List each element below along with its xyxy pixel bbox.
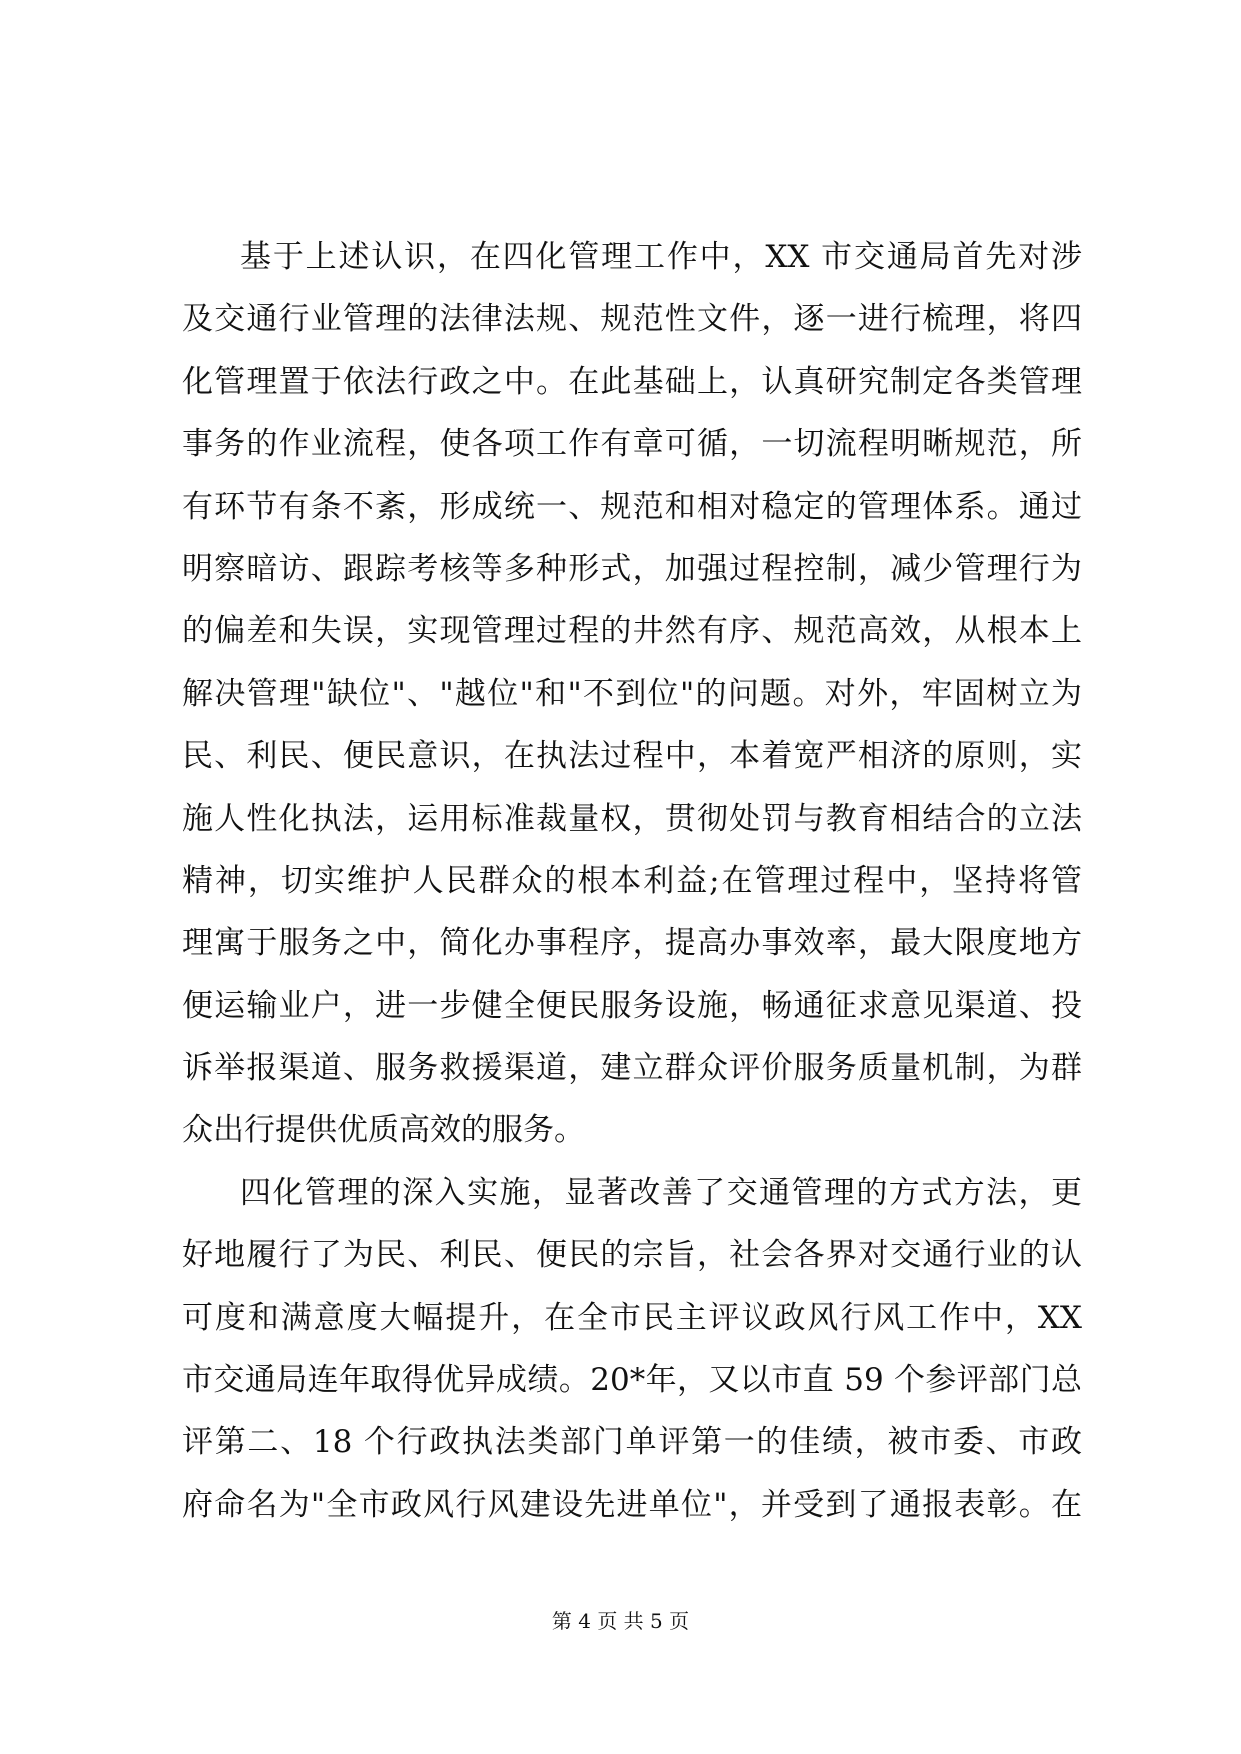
paragraph-2-line-3: 可度和满意度大幅提升，在全市民主评议政风行风工作中，XX	[182, 1299, 1082, 1336]
body-text	[182, 226, 1082, 1536]
page-number-label: 第 4 页 共 5 页	[551, 1609, 690, 1633]
paragraph-1-line-13: 便运输业户，进一步健全便民服务设施，畅通征求意见渠道、投	[182, 987, 1082, 1024]
paragraph-1-line-8: 解决管理"缺位"、"越位"和"不到位"的问题。对外，牢固树立为	[182, 675, 1082, 712]
paragraph-1-line-6: 明察暗访、跟踪考核等多种形式，加强过程控制，减少管理行为	[182, 550, 1082, 587]
paragraph-2-line-1: 四化管理的深入实施，显著改善了交通管理的方式方法，更	[240, 1174, 1082, 1211]
paragraph-1-line-15: 众出行提供优质高效的服务。	[182, 1112, 585, 1149]
paragraph-1-line-3: 化管理置于依法行政之中。在此基础上，认真研究制定各类管理	[182, 363, 1082, 400]
page-footer	[0, 1605, 1241, 1634]
paragraph-2-line-6: 府命名为"全市政风行风建设先进单位"，并受到了通报表彰。在	[182, 1486, 1082, 1523]
paragraph-2-line-5: 评第二、18 个行政执法类部门单评第一的佳绩，被市委、市政	[182, 1424, 1082, 1461]
paragraph-1-line-1: 基于上述认识，在四化管理工作中，XX 市交通局首先对涉	[240, 239, 1082, 275]
paragraph-1-line-4: 事务的作业流程，使各项工作有章可循，一切流程明晰规范，所	[182, 426, 1082, 463]
paragraph-2-line-4: 市交通局连年取得优异成绩。20*年，又以市直 59 个参评部门总	[182, 1362, 1082, 1399]
paragraph-2-line-2: 好地履行了为民、利民、便民的宗旨，社会各界对交通行业的认	[182, 1237, 1082, 1274]
paragraph-1-line-11: 精神，切实维护人民群众的根本利益;在管理过程中，坚持将管	[182, 862, 1082, 899]
paragraph-1-line-9: 民、利民、便民意识，在执法过程中，本着宽严相济的原则，实	[182, 738, 1082, 775]
paragraph-1-line-7: 的偏差和失误，实现管理过程的井然有序、规范高效，从根本上	[182, 613, 1082, 650]
paragraph-1-line-2: 及交通行业管理的法律法规、规范性文件，逐一进行梳理，将四	[182, 301, 1082, 338]
paragraph-1-line-10: 施人性化执法，运用标准裁量权，贯彻处罚与教育相结合的立法	[182, 800, 1082, 837]
paragraph-1-line-5: 有环节有条不紊，形成统一、规范和相对稳定的管理体系。通过	[182, 488, 1082, 525]
paragraph-1-line-14: 诉举报渠道、服务救援渠道，建立群众评价服务质量机制，为群	[182, 1050, 1082, 1087]
paragraph-1-line-12: 理寓于服务之中，简化办事程序，提高办事效率，最大限度地方	[182, 925, 1082, 962]
